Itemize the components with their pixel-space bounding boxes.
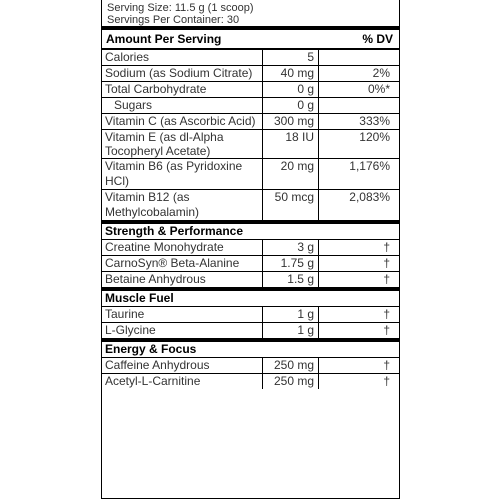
main-nutrient-rows xyxy=(102,50,399,220)
nutrient-name: Vitamin B12 (as Methylcobalamin) xyxy=(102,190,263,220)
ingredient-name: Creatine Monohydrate xyxy=(102,240,263,255)
nutrient-dv: 1,176% xyxy=(349,159,390,173)
table-row xyxy=(102,306,399,322)
table-row xyxy=(102,271,399,287)
serving-info xyxy=(102,0,399,26)
table-row xyxy=(102,129,399,158)
nutrient-name: Vitamin B6 (as Pyridoxine HCl) xyxy=(102,159,263,189)
ingredient-dv: † xyxy=(383,374,390,388)
table-row xyxy=(102,81,399,97)
nutrient-dv xyxy=(319,98,395,113)
nutrient-dv: 0%* xyxy=(367,82,390,96)
section-energy-focus xyxy=(102,338,399,389)
table-row xyxy=(102,189,399,220)
table-row xyxy=(102,113,399,129)
table-row xyxy=(102,322,399,338)
nutrition-panel xyxy=(101,0,400,499)
ingredient-amount: 1.5 g xyxy=(263,272,319,287)
nutrient-name: Vitamin E (as dl-Alpha Tocopheryl Acetate) xyxy=(102,130,263,158)
nutrient-amount: 40 mg xyxy=(263,66,319,81)
servings-per-container: Servings Per Container: 30 xyxy=(107,14,240,26)
ingredient-amount: 1 g xyxy=(263,307,319,322)
ingredient-amount: 1.75 g xyxy=(263,256,319,271)
section-title: Strength & Performance xyxy=(105,224,244,238)
table-row xyxy=(102,239,399,255)
table-row xyxy=(102,255,399,271)
ingredient-amount: 250 mg xyxy=(263,358,319,373)
header-dv: % DV xyxy=(362,32,393,46)
section-strength-performance xyxy=(102,220,399,287)
ingredient-name: Taurine xyxy=(102,307,263,322)
ingredient-name: L-Glycine xyxy=(102,323,263,338)
nutrient-dv: 2% xyxy=(372,66,390,80)
ingredient-dv: † xyxy=(383,240,390,254)
nutrient-name: Sodium (as Sodium Citrate) xyxy=(102,66,263,81)
nutrient-amount: 5 xyxy=(263,50,319,65)
ingredient-amount: 250 mg xyxy=(263,374,319,389)
nutrient-dv: 2,083% xyxy=(349,190,390,204)
ingredient-name: CarnoSyn® Beta-Alanine xyxy=(102,256,263,271)
ingredient-dv: † xyxy=(383,323,390,337)
nutrient-dv: 120% xyxy=(359,130,390,144)
nutrient-name: Vitamin C (as Ascorbic Acid) xyxy=(102,114,263,129)
table-row xyxy=(102,357,399,373)
table-row xyxy=(102,373,399,389)
section-title: Muscle Fuel xyxy=(105,291,174,305)
nutrient-amount: 0 g xyxy=(263,98,319,113)
nutrient-name: Total Carbohydrate xyxy=(102,82,263,97)
table-row xyxy=(102,65,399,81)
section-muscle-fuel xyxy=(102,287,399,338)
ingredient-name: Caffeine Anhydrous xyxy=(102,358,263,373)
nutrient-dv: 333% xyxy=(359,114,390,128)
nutrient-amount: 300 mg xyxy=(263,114,319,129)
ingredient-dv: † xyxy=(383,256,390,270)
nutrient-dv xyxy=(319,50,395,65)
nutrient-name: Sugars xyxy=(102,98,263,113)
nutrient-amount: 18 IU xyxy=(263,130,319,158)
nutrient-amount: 20 mg xyxy=(263,159,319,189)
nutrient-name: Calories xyxy=(102,50,263,65)
table-row xyxy=(102,97,399,113)
section-title: Energy & Focus xyxy=(105,342,197,356)
nutrient-amount: 50 mcg xyxy=(263,190,319,220)
nutrient-amount: 0 g xyxy=(263,82,319,97)
ingredient-name: Acetyl-L-Carnitine xyxy=(102,374,263,389)
ingredient-dv: † xyxy=(383,307,390,321)
ingredient-amount: 1 g xyxy=(263,323,319,338)
ingredient-dv: † xyxy=(383,272,390,286)
table-row xyxy=(102,158,399,189)
serving-size: Serving Size: 11.5 g (1 scoop) xyxy=(107,2,254,14)
ingredient-dv: † xyxy=(383,358,390,372)
table-header xyxy=(102,30,399,48)
ingredient-amount: 3 g xyxy=(263,240,319,255)
table-row xyxy=(102,50,399,65)
ingredient-name: Betaine Anhydrous xyxy=(102,272,263,287)
header-amount-per-serving: Amount Per Serving xyxy=(106,32,222,46)
